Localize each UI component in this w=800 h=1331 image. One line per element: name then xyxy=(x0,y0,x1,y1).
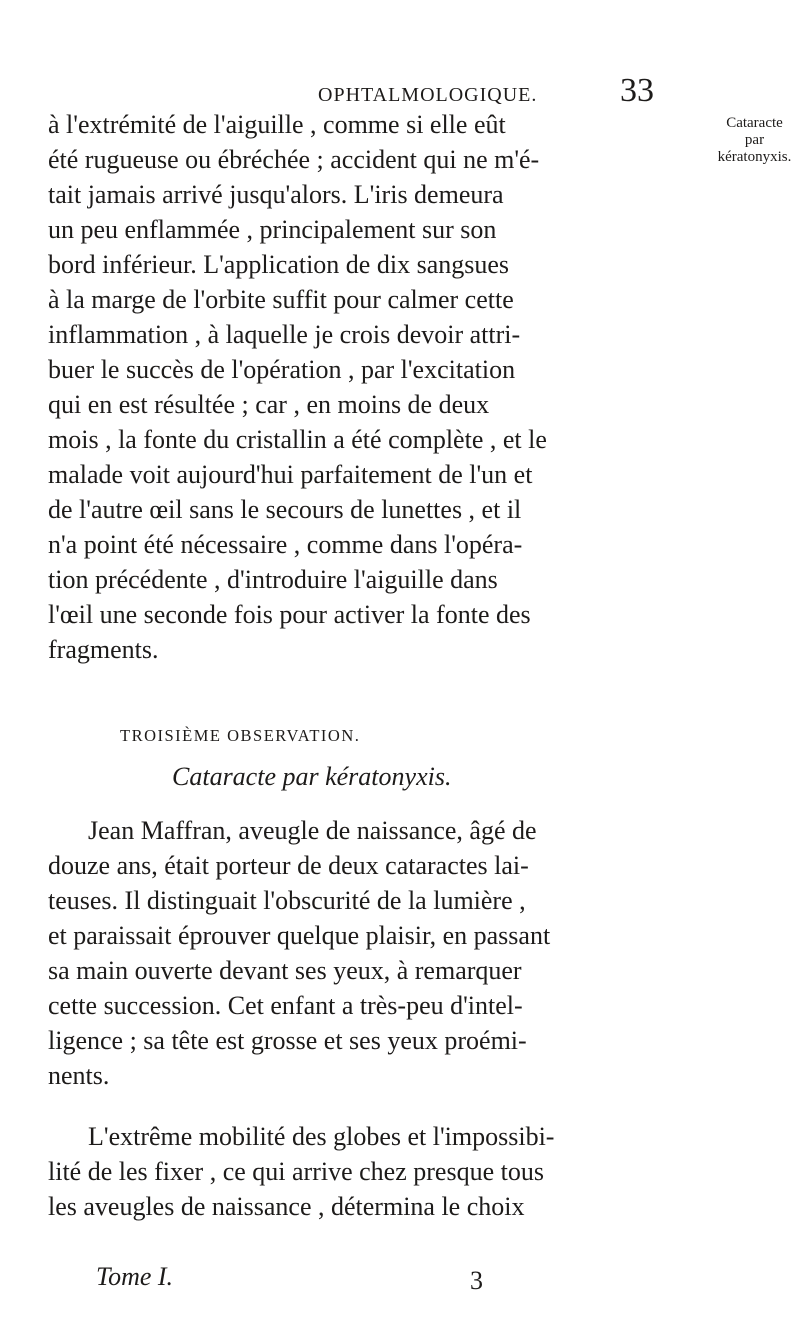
text-line: à la marge de l'orbite suffit pour calmer cette xyxy=(48,285,514,314)
text-line: buer le succès de l'opération , par l'excitation xyxy=(48,355,516,384)
text-line: mois , la fonte du cristallin a été complète , et le xyxy=(48,425,547,454)
text-line: l'œil une seconde fois pour activer la fonte des xyxy=(48,600,531,629)
text-line: ligence ; sa tête est grosse et ses yeux proémi- xyxy=(48,1026,527,1055)
text-line: malade voit aujourd'hui parfaitement de l'un et xyxy=(48,460,533,489)
margin-note-line: par xyxy=(744,132,765,148)
text-line: fragments. xyxy=(48,635,159,664)
text-line: L'extrême mobilité des globes et l'impossibi- xyxy=(88,1122,555,1151)
section-subheading: Cataracte par kératonyxis. xyxy=(172,762,452,791)
margin-note-line: Cataracte xyxy=(726,115,783,131)
text-line: nents. xyxy=(48,1061,110,1090)
signature-mark: 3 xyxy=(470,1266,483,1295)
text-line: Jean Maffran, aveugle de naissance, âgé de xyxy=(88,816,537,845)
text-line: inflammation , à laquelle je crois devoir attri- xyxy=(48,320,521,349)
text-line: douze ans, était porteur de deux cataractes lai- xyxy=(48,851,529,880)
text-line: tait jamais arrivé jusqu'alors. L'iris demeura xyxy=(48,180,504,209)
text-line: lité de les fixer , ce qui arrive chez presque tous xyxy=(48,1157,544,1186)
text-line: été rugueuse ou ébréchée ; accident qui ne m'é- xyxy=(48,145,540,174)
text-line: de l'autre œil sans le secours de lunettes , et il xyxy=(48,495,522,524)
text-line: et paraissait éprouver quelque plaisir, en passant xyxy=(48,921,551,950)
text-line: sa main ouverte devant ses yeux, à remarquer xyxy=(48,956,522,985)
margin-note xyxy=(709,115,800,166)
text-line: un peu enflammée , principalement sur son xyxy=(48,215,497,244)
text-line: qui en est résultée ; car , en moins de deux xyxy=(48,390,490,419)
running-head: OPHTALMOLOGIQUE. xyxy=(318,84,538,106)
page-number: 33 xyxy=(620,72,654,109)
text-line: bord inférieur. L'application de dix sangsues xyxy=(48,250,510,279)
text-line: les aveugles de naissance , détermina le choix xyxy=(48,1192,525,1221)
text-line: teuses. Il distinguait l'obscurité de la lumière , xyxy=(48,886,526,915)
text-line: cette succession. Cet enfant a très-peu d'intel- xyxy=(48,991,523,1020)
section-heading: TROISIÈME OBSERVATION. xyxy=(120,726,361,745)
text-line: tion précédente , d'introduire l'aiguille dans xyxy=(48,565,498,594)
margin-note-line: kératonyxis. xyxy=(717,149,792,165)
text-line: n'a point été nécessaire , comme dans l'opéra- xyxy=(48,530,523,559)
volume-mark: Tome I. xyxy=(96,1262,174,1291)
text-line: à l'extrémité de l'aiguille , comme si elle eût xyxy=(48,110,506,139)
